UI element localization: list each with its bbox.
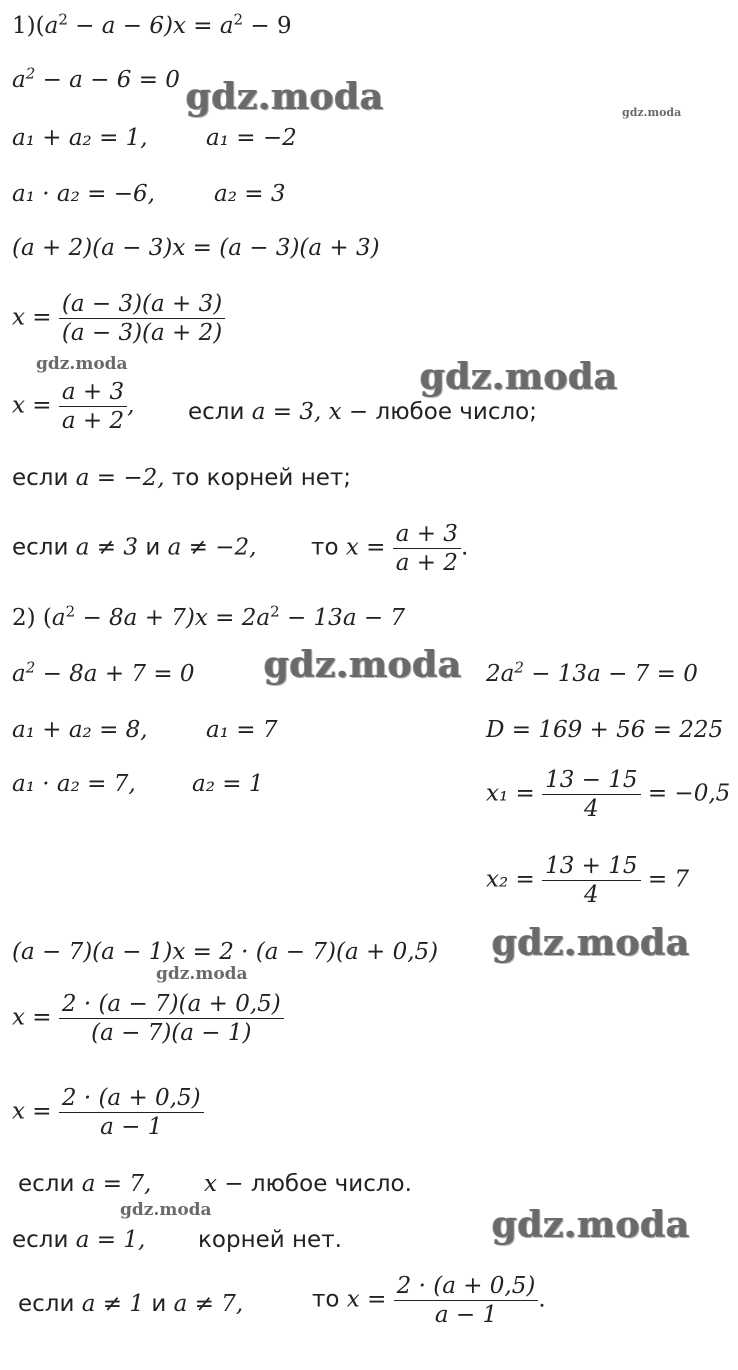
part1-x-fraction1: x = $\frac{(a - 3)(a + 3)}{(a - 3)(a + 2)}$	[12, 290, 225, 347]
part2-case-no-roots: если a = 1,	[12, 1227, 146, 1253]
part2-case-no-roots-result: корней нет.	[198, 1227, 342, 1253]
part2-case-general: если a ≠ 1 и a ≠ 7,	[18, 1291, 244, 1317]
part1-root1: a₁ = −2	[206, 125, 297, 151]
part2-case-any: если a = 7,	[18, 1171, 152, 1197]
part1-x-fraction2: x = $\frac{a + 3}{a + 2}$ ,	[12, 379, 135, 434]
part2-root2: a₂ = 1	[192, 771, 264, 797]
watermark: gdz.moda	[186, 76, 384, 118]
watermark-small: gdz.moda	[36, 354, 128, 374]
part2-vieta-product: a₁ · a₂ = 7,	[12, 771, 136, 797]
watermark: gdz.moda	[492, 922, 690, 964]
part1-vieta-product: a₁ · a₂ = −6,	[12, 181, 155, 207]
watermark: gdz.moda	[420, 356, 618, 398]
watermark: gdz.moda	[264, 644, 462, 686]
watermark: gdz.moda	[492, 1204, 690, 1246]
part2-vieta-sum: a₁ + a₂ = 8,	[12, 717, 148, 743]
part1-case-no-roots: если a = −2, то корней нет;	[12, 465, 352, 491]
part2-quadratic-rhs: $2a^2 - 13a - 7 = 0$	[486, 658, 698, 687]
part2-x-fraction1: x = $\frac{2 \cdot (a - 7)(a + 0,5)}{(a - 7)(a - 1)}$	[12, 990, 284, 1047]
watermark-small: gdz.moda	[156, 964, 248, 984]
part2-factored: (a − 7)(a − 1)x = 2 · (a − 7)(a + 0,5)	[12, 939, 439, 965]
part2-quadratic: $a^2 - 8a + 7 = 0$	[12, 658, 195, 687]
part1-case-any: если a = 3, x − любое число;	[188, 399, 537, 425]
watermark-small: gdz.moda	[120, 1200, 212, 1220]
part1-quadratic: $a^2 - a - 6 = 0$	[12, 64, 180, 93]
part2-case-general-result: то x = $\frac{2 \cdot (a + 0,5)}{a - 1}$ .	[312, 1273, 546, 1328]
part2-equation: 2) $(a^2 - 8a + 7)x = 2a^2 - 13a - 7$	[12, 602, 406, 631]
part2-case-any-result: x − любое число.	[204, 1171, 412, 1197]
part2-x-fraction2: x = $\frac{2 \cdot (a + 0,5)}{a - 1}$	[12, 1084, 204, 1141]
part2-x1: x₁ = $\frac{13 - 15}{4}$ = −0,5	[486, 767, 731, 822]
part1-case-general: если a ≠ 3 и a ≠ −2, то x = $\frac{a + 3}{a + 2}$ .	[12, 521, 469, 576]
part1-root2: a₂ = 3	[214, 181, 286, 207]
part2-x2: x₂ = $\frac{13 + 15}{4}$ = 7	[486, 853, 690, 908]
watermark-small: gdz.moda	[622, 106, 682, 119]
part1-factored: (a + 2)(a − 3)x = (a − 3)(a + 3)	[12, 235, 380, 261]
part1-equation: $1)(a^2 - a - 6)x = a^2 - 9$	[12, 10, 292, 39]
part1-vieta-sum: a₁ + a₂ = 1,	[12, 125, 148, 151]
part2-root1: a₁ = 7	[206, 717, 278, 743]
part2-discriminant: D = 169 + 56 = 225	[486, 717, 724, 743]
